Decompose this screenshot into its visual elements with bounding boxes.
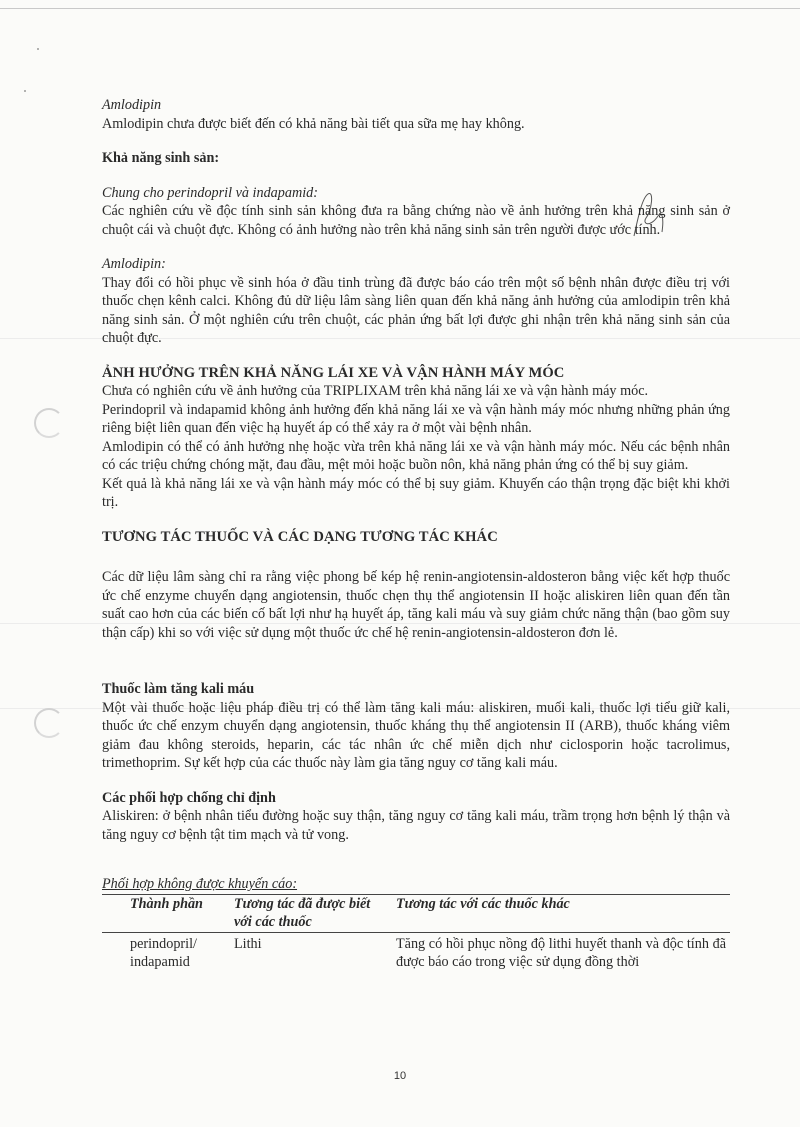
table-row — [102, 932, 730, 972]
table-caption: Phối hợp không được khuyến cáo: — [102, 876, 298, 892]
table-header-row — [102, 894, 730, 932]
hyperkalemia-heading: Thuốc làm tăng kali máu — [102, 681, 255, 697]
fertility-amlodipin-label: Amlodipin: — [102, 256, 166, 272]
driving-paragraph-1: Chưa có nghiên cứu về ảnh hưởng của TRIPLIXAM trên khả năng lái xe và vận hành máy móc. — [102, 383, 649, 399]
scan-speck — [24, 90, 26, 92]
document-body — [102, 96, 730, 972]
contraindicated-text: Aliskiren: ở bệnh nhân tiểu đường hoặc suy thận, tăng nguy cơ tăng kali máu, trầm trọng hơn bệnh lý thận và tăng nguy cơ bệnh tật tim mạch và tử vong. — [102, 808, 730, 843]
fertility-common-text: Các nghiên cứu về độc tính sinh sản không đưa ra bằng chứng nào về ảnh hưởng trên khả năng sinh sản ở chuột cái và chuột đực. Không có ảnh hưởng nào trên khả năng sinh sản trên người được ước tính. — [102, 203, 730, 238]
driving-heading: ẢNH HƯỞNG TRÊN KHẢ NĂNG LÁI XE VÀ VẬN HÀNH MÁY MÓC — [102, 364, 565, 381]
page-top-edge — [0, 8, 800, 9]
driving-paragraph-3: Amlodipin có thể có ảnh hưởng nhẹ hoặc vừa trên khả năng lái xe và vận hành máy móc. Nếu các bệnh nhân có các triệu chứng chóng mặt, đau đầu, mệt mỏi hoặc buồn nôn, khả năng phản ứng có thể bị suy giảm. — [102, 438, 730, 473]
driving-paragraph-2: Perindopril và indapamid không ảnh hưởng đến khả năng lái xe và vận hành máy móc nhưng những phản ứng riêng biệt liên quan đến việc hạ huyết áp có thể xảy ra ở một vài bệnh nhân. — [102, 401, 730, 436]
table-header-cell: Tương tác với các thuốc khác — [388, 894, 730, 932]
interaction-table — [102, 894, 730, 972]
fertility-amlodipin-text: Thay đổi có hồi phục về sinh hóa ở đầu tinh trùng đã được báo cáo trên một số bệnh nhân được điều trị với thuốc chẹn kênh calci. Không đủ dữ liệu lâm sàng liên quan đến khả năng ảnh hưởng của amlodipin trên khả năng sinh sản. Ở một nghiên cứu trên chuột, các phản ứng bất lợi được ghi nhận trên khả năng sinh sản của chuột đực. — [102, 274, 730, 346]
scan-speck — [37, 48, 39, 50]
punch-hole-mark — [34, 408, 64, 438]
fertility-heading: Khả năng sinh sản: — [102, 150, 220, 166]
driving-paragraph-4: Kết quả là khả năng lái xe và vận hành máy móc có thể bị suy giảm. Khuyến cáo thận trọng đặc biệt khi khởi trị. — [102, 475, 730, 510]
table-header-cell: Tương tác đã được biết với các thuốc — [230, 894, 388, 932]
table-cell: perindopril/ indapamid — [130, 935, 197, 970]
punch-hole-mark — [34, 708, 64, 738]
amlodipin-lactation-label: Amlodipin — [102, 97, 162, 113]
interactions-intro: Các dữ liệu lâm sàng chỉ ra rằng việc phong bế kép hệ renin-angiotensin-aldosteron bằng việc kết hợp thuốc ức chế enzyme chuyển dạng angiotensin, thuốc chẹn thụ thể angiotensin II hoặc aliskiren liên quan đến tần suất cao hơn của các biến cố bất lợi như hạ huyết áp, tăng kali máu và suy giảm chức năng thận (bao gồm suy thận cấp) khi so với việc sử dụng một thuốc ức chế hệ renin-angiotensin-aldosteron đơn lẻ. — [102, 569, 730, 641]
amlodipin-lactation-text: Amlodipin chưa được biết đến có khả năng bài tiết qua sữa mẹ hay không. — [102, 115, 525, 132]
fertility-common-label: Chung cho perindopril và indapamid: — [102, 184, 318, 201]
hyperkalemia-text: Một vài thuốc hoặc liệu pháp điều trị có thể làm tăng kali máu: aliskiren, muối kali, thuốc lợi tiểu giữ kali, thuốc ức chế enzym chuyển dạng angiotensin, thuốc kháng thụ thể angiotensin II (ARB), thuốc kháng viêm giảm đau không steroids, heparin, các tác nhân ức chế miễn dịch như ciclosporin hoặc tacrolimus, trimethoprim. Sự kết hợp của các thuốc này làm gia tăng nguy cơ tăng kali máu. — [102, 699, 730, 771]
table-cell: Lithi — [234, 935, 262, 952]
page-number: 10 — [393, 1070, 407, 1082]
table-header-cell: Thành phần — [102, 894, 230, 932]
interactions-heading: TƯƠNG TÁC THUỐC VÀ CÁC DẠNG TƯƠNG TÁC KHÁC — [102, 528, 498, 545]
contraindicated-heading: Các phối hợp chống chỉ định — [102, 789, 276, 806]
table-cell: Tăng có hồi phục nồng độ lithi huyết thanh và độc tính đã được báo cáo trong việc sử dụng đồng thời — [396, 935, 726, 970]
